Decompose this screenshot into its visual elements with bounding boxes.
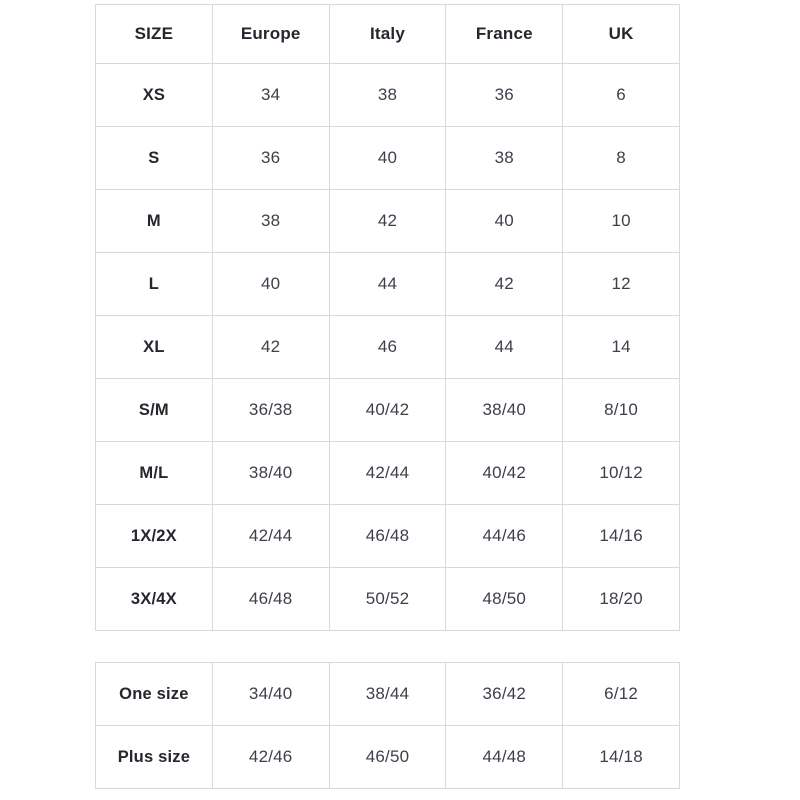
- row-label-cell: One size: [96, 663, 213, 726]
- table-row: [96, 64, 680, 127]
- value-cell: 44: [329, 253, 446, 316]
- value-cell: 38/40: [446, 379, 563, 442]
- value-cell: 42/44: [212, 505, 329, 568]
- value-cell: 46/48: [329, 505, 446, 568]
- value-cell: 10: [563, 190, 680, 253]
- table-row: [96, 505, 680, 568]
- value-cell: 50/52: [329, 568, 446, 631]
- value-cell: 40: [212, 253, 329, 316]
- column-header: France: [446, 5, 563, 64]
- value-cell: 10/12: [563, 442, 680, 505]
- value-cell: 46/48: [212, 568, 329, 631]
- value-cell: 40: [329, 127, 446, 190]
- row-label-cell: S/M: [96, 379, 213, 442]
- special-sizes-table: [95, 662, 680, 789]
- value-cell: 14: [563, 316, 680, 379]
- value-cell: 36: [212, 127, 329, 190]
- column-header: Europe: [212, 5, 329, 64]
- row-label-cell: XS: [96, 64, 213, 127]
- table-row: [96, 379, 680, 442]
- value-cell: 34: [212, 64, 329, 127]
- value-cell: 18/20: [563, 568, 680, 631]
- value-cell: 12: [563, 253, 680, 316]
- value-cell: 42: [212, 316, 329, 379]
- value-cell: 42: [329, 190, 446, 253]
- value-cell: 36/42: [446, 663, 563, 726]
- value-cell: 14/16: [563, 505, 680, 568]
- value-cell: 8: [563, 127, 680, 190]
- value-cell: 38: [446, 127, 563, 190]
- size-table-body: [96, 64, 680, 631]
- value-cell: 40: [446, 190, 563, 253]
- row-label-cell: M: [96, 190, 213, 253]
- value-cell: 44/48: [446, 726, 563, 789]
- row-label-cell: M/L: [96, 442, 213, 505]
- row-label-cell: 1X/2X: [96, 505, 213, 568]
- table-row: [96, 442, 680, 505]
- row-label-cell: S: [96, 127, 213, 190]
- column-header: Italy: [329, 5, 446, 64]
- table-row: [96, 663, 680, 726]
- value-cell: 8/10: [563, 379, 680, 442]
- value-cell: 40/42: [329, 379, 446, 442]
- table-row: [96, 568, 680, 631]
- value-cell: 38/40: [212, 442, 329, 505]
- value-cell: 42/44: [329, 442, 446, 505]
- value-cell: 36/38: [212, 379, 329, 442]
- column-header: SIZE: [96, 5, 213, 64]
- table-row: [96, 190, 680, 253]
- row-label-cell: L: [96, 253, 213, 316]
- row-label-cell: 3X/4X: [96, 568, 213, 631]
- row-label-cell: Plus size: [96, 726, 213, 789]
- table-row: [96, 316, 680, 379]
- table-row: [96, 253, 680, 316]
- value-cell: 38: [212, 190, 329, 253]
- size-table-header: [96, 5, 680, 64]
- column-header: UK: [563, 5, 680, 64]
- value-cell: 46: [329, 316, 446, 379]
- size-conversion-table: [95, 4, 680, 631]
- value-cell: 42/46: [212, 726, 329, 789]
- table-row: [96, 127, 680, 190]
- value-cell: 36: [446, 64, 563, 127]
- value-cell: 44: [446, 316, 563, 379]
- value-cell: 38/44: [329, 663, 446, 726]
- value-cell: 6: [563, 64, 680, 127]
- value-cell: 6/12: [563, 663, 680, 726]
- row-label-cell: XL: [96, 316, 213, 379]
- value-cell: 40/42: [446, 442, 563, 505]
- value-cell: 44/46: [446, 505, 563, 568]
- value-cell: 42: [446, 253, 563, 316]
- table-row: [96, 726, 680, 789]
- value-cell: 14/18: [563, 726, 680, 789]
- value-cell: 34/40: [212, 663, 329, 726]
- value-cell: 48/50: [446, 568, 563, 631]
- value-cell: 38: [329, 64, 446, 127]
- value-cell: 46/50: [329, 726, 446, 789]
- special-sizes-table-body: [96, 663, 680, 789]
- header-row: [96, 5, 680, 64]
